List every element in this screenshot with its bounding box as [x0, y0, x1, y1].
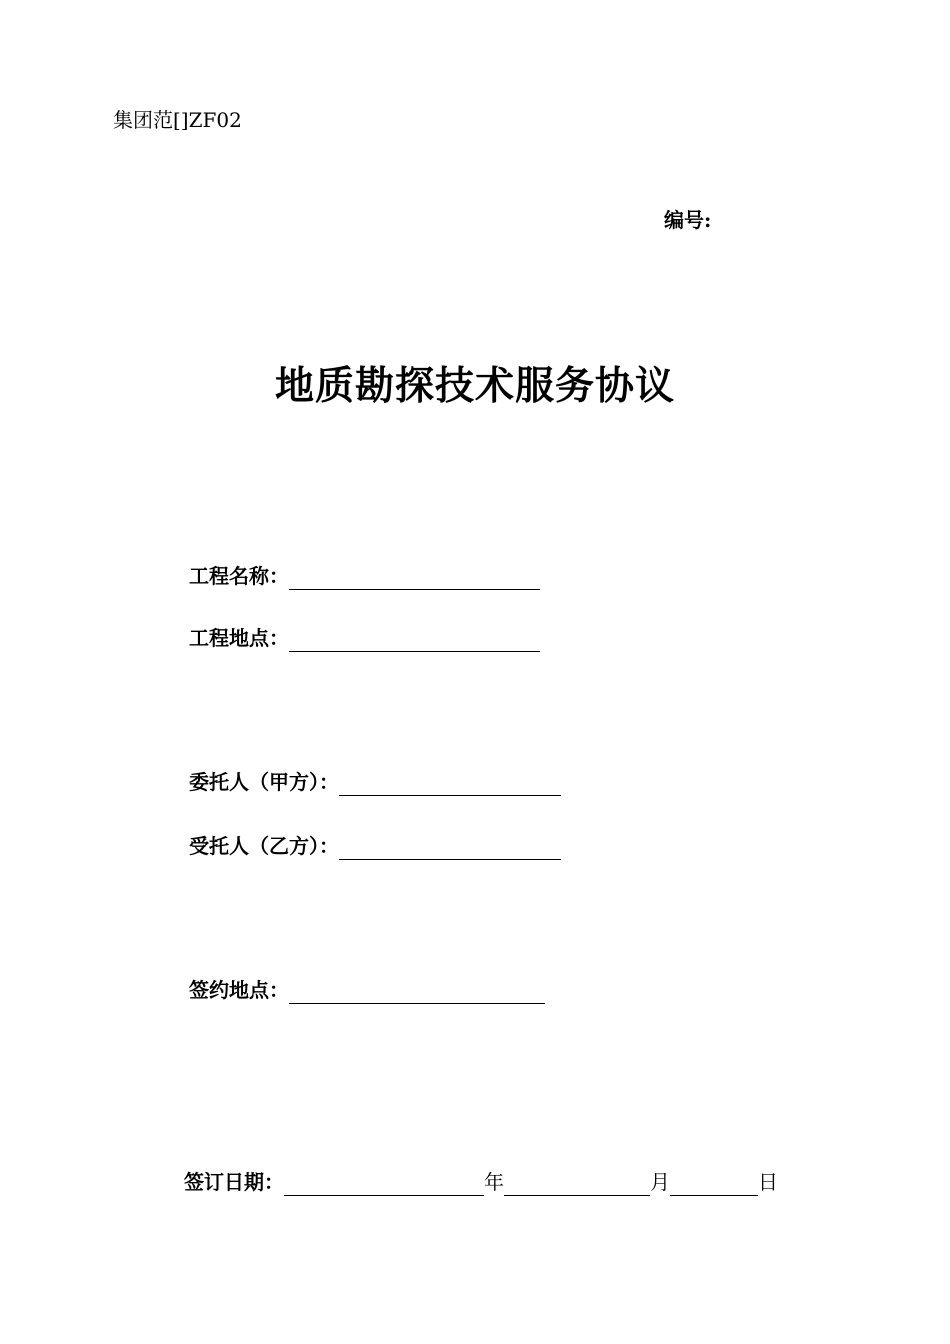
project-location-label: 工程地点： [189, 626, 289, 650]
signing-place-field [189, 976, 545, 1004]
year-label: 年 [484, 1170, 504, 1194]
contractor-field [189, 832, 561, 860]
month-blank[interactable] [504, 1171, 650, 1196]
signing-place-label: 签约地点： [189, 978, 289, 1002]
signing-date-label: 签订日期： [184, 1170, 284, 1194]
project-name-blank[interactable] [289, 565, 540, 590]
contractor-label: 受托人（乙方）： [189, 834, 339, 858]
day-blank[interactable] [670, 1171, 758, 1196]
contractor-blank[interactable] [339, 835, 561, 860]
project-name-field [189, 562, 540, 590]
client-field [189, 768, 561, 796]
project-location-field [189, 624, 540, 652]
project-name-label: 工程名称： [189, 564, 289, 588]
signing-place-blank[interactable] [289, 979, 545, 1004]
project-location-blank[interactable] [289, 627, 540, 652]
document-code: 集团范[]ZF02 [113, 108, 242, 132]
signing-date-field [184, 1168, 778, 1196]
day-label: 日 [758, 1170, 778, 1194]
serial-number-label: 编号: [664, 208, 712, 232]
month-label: 月 [650, 1170, 670, 1194]
document-title: 地质勘探技术服务协议 [274, 363, 675, 409]
client-label: 委托人（甲方）： [189, 770, 339, 794]
year-blank[interactable] [284, 1171, 484, 1196]
client-blank[interactable] [339, 771, 561, 796]
